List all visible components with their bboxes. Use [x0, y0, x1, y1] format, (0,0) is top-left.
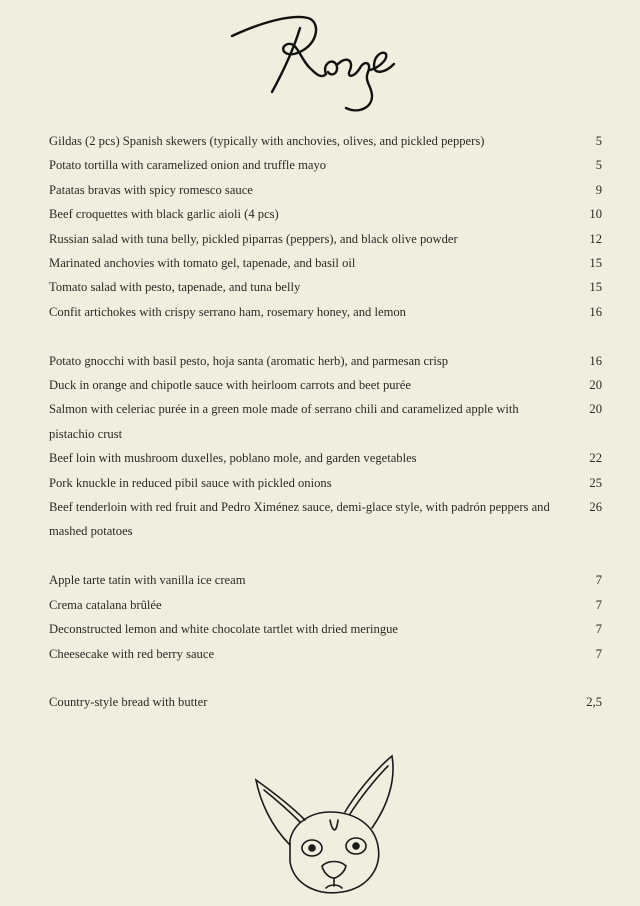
menu-item-price: 26 — [589, 500, 602, 515]
menu-item-name: Apple tarte tatin with vanilla ice cream — [49, 573, 246, 588]
menu-item — [49, 373, 602, 397]
menu-item-name: Salmon with celeriac purée in a green mole made of serrano chili and caramelized apple with pistachio crust — [49, 402, 519, 441]
menu-item-price: 9 — [595, 182, 602, 197]
menu-section — [49, 568, 602, 666]
menu-item-name: Deconstructed lemon and white chocolate tartlet with dried meringue — [49, 622, 399, 637]
menu-item-price: 20 — [589, 402, 602, 417]
menu-item — [49, 568, 602, 592]
menu-item — [49, 617, 602, 641]
menu-item-price: 7 — [595, 573, 602, 588]
menu-item — [49, 495, 602, 544]
menu-item-price: 22 — [589, 451, 602, 466]
menu-item — [49, 349, 602, 373]
menu-section — [49, 129, 602, 324]
menu-item-price: 10 — [589, 207, 602, 222]
menu-section — [49, 349, 602, 544]
dog-illustration-icon — [250, 750, 400, 898]
menu-item-name: Pork knuckle in reduced pibil sauce with pickled onions — [49, 475, 332, 490]
menu-item — [49, 251, 602, 275]
menu-list — [49, 129, 602, 739]
menu-item-name: Cheesecake with red berry sauce — [49, 646, 215, 661]
menu-item — [49, 690, 602, 714]
menu-item — [49, 153, 602, 177]
menu-item-name: Potato gnocchi with basil pesto, hoja santa (aromatic herb), and parmesan crisp — [49, 353, 449, 368]
menu-item — [49, 642, 602, 666]
menu-item-price: 15 — [589, 256, 602, 271]
menu-item — [49, 129, 602, 153]
menu-item-name: Country-style bread with butter — [49, 695, 208, 710]
menu-item-price: 12 — [589, 231, 602, 246]
menu-item — [49, 397, 602, 446]
menu-item-name: Beef loin with mushroom duxelles, poblano mole, and garden vegetables — [49, 451, 417, 466]
menu-item-price: 2,5 — [586, 695, 602, 710]
menu-item — [49, 202, 602, 226]
menu-item-name: Beef tenderloin with red fruit and Pedro Ximénez sauce, demi-glace style, with padrón peppers and mashed potatoes — [49, 500, 550, 539]
menu-item-price: 7 — [595, 597, 602, 612]
menu-item-price: 25 — [589, 475, 602, 490]
menu-item — [49, 178, 602, 202]
menu-item-name: Beef croquettes with black garlic aioli (4 pcs) — [49, 207, 279, 222]
menu-item-name: Marinated anchovies with tomato gel, tapenade, and basil oil — [49, 256, 356, 271]
menu-item-name: Confit artichokes with crispy serrano ham, rosemary honey, and lemon — [49, 304, 406, 319]
menu-item-price: 20 — [589, 378, 602, 393]
menu-item — [49, 471, 602, 495]
menu-item-name: Gildas (2 pcs) Spanish skewers (typically with anchovies, olives, and pickled peppers) — [49, 134, 485, 148]
menu-item — [49, 300, 602, 324]
menu-item-price: 16 — [589, 353, 602, 368]
menu-item-name: Russian salad with tuna belly, pickled piparras (peppers), and black olive powder — [49, 231, 458, 246]
signature-logo — [222, 8, 408, 120]
menu-item-price: 5 — [595, 158, 602, 173]
menu-item-name: Crema catalana brûlée — [49, 597, 162, 612]
menu-item-name: Tomato salad with pesto, tapenade, and tuna belly — [49, 280, 301, 295]
menu-item-name: Duck in orange and chipotle sauce with heirloom carrots and beet purée — [49, 378, 411, 393]
menu-item-price: 7 — [595, 646, 602, 661]
menu-item — [49, 593, 602, 617]
menu-item — [49, 227, 602, 251]
menu-item-price: 5 — [595, 134, 602, 148]
menu-section — [49, 690, 602, 714]
menu-item — [49, 275, 602, 299]
menu-item-name: Potato tortilla with caramelized onion and truffle mayo — [49, 158, 327, 173]
menu-item-name: Patatas bravas with spicy romesco sauce — [49, 182, 253, 197]
menu-item-price: 16 — [589, 304, 602, 319]
menu-item-price: 7 — [595, 622, 602, 637]
menu-item-price: 15 — [589, 280, 602, 295]
menu-item — [49, 446, 602, 470]
